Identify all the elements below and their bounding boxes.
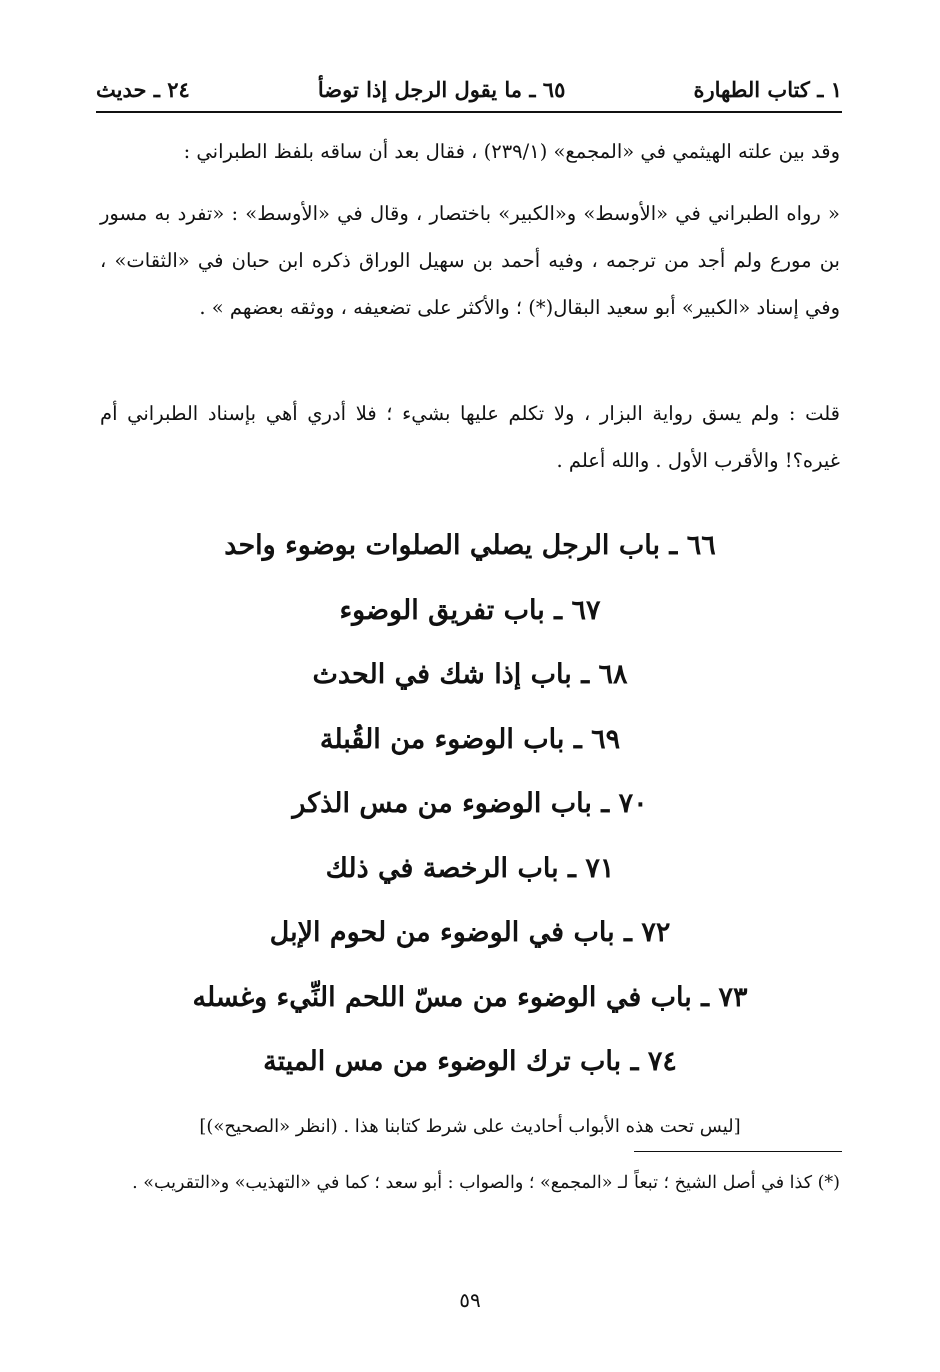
header-chapter-title: ٦٥ ـ ما يقول الرجل إذا توضأ [317,76,566,102]
header-book-title: ١ ـ كتاب الطهارة [693,76,842,102]
footnote-divider [634,1151,842,1152]
chapter-heading: ٧٣ ـ باب في الوضوء من مسّ اللحم النِّيء وغسله [192,981,748,1013]
chapter-heading: ٦٧ ـ باب تفريق الوضوء [339,594,601,626]
body-paragraph-2: « رواه الطبراني في «الأوسط» و«الكبير» باختصار ، وقال في «الأوسط» : «تفرد به مسور بن مورع ولم أجد من ترجمه ، وفيه أحمد بن سهيل الوراق ذكره ابن حبان في «الثقات» ، وفي إسناد «الكبير» أبو سعيد البقال(*) ؛ والأكثر على تضعيفه ، ووثقه بعضهم » . [100,202,840,319]
chapter-heading: ٧٤ ـ باب ترك الوضوء من مس الميتة [263,1046,677,1077]
running-header [96,72,842,106]
chapter-heading: ٧١ ـ باب الرخصة في ذلك [325,852,615,884]
chapter-heading: ٧٢ ـ باب في الوضوء من لحوم الإبل [269,917,671,948]
chapter-heading: ٦٨ ـ باب إذا شك في الحدث [312,659,628,690]
header-hadith-number: ٢٤ ـ حديث [96,76,190,102]
editorial-note: [ليس تحت هذه الأبواب أحاديث على شرط كتابنا هذا . (انظر «الصحيح»)] [199,1116,741,1137]
chapter-heading-list [100,514,840,1095]
chapter-heading: ٦٩ ـ باب الوضوء من القُبلة [319,723,621,755]
footnote: (*) كذا في أصل الشيخ ؛ تبعاً لـ «المجمع» ؛ والصواب : أبو سعد ؛ كما في «التهذيب» و«التقريب» . [132,1173,840,1193]
chapter-heading: ٧٠ ـ باب الوضوء من مس الذكر [292,788,648,819]
header-divider [96,111,842,113]
body-paragraph-1: وقد بين علته الهيثمي في «المجمع» (٢٣٩/١) ، فقال بعد أن ساقه بلفظ الطبراني : [183,140,840,163]
body-paragraph-3: قلت : ولم يسق رواية البزار ، ولا تكلم عليها بشيء ؛ فلا أدري أهي بإسناد الطبراني أم غيره؟! والأقرب الأول . والله أعلم . [100,402,840,472]
chapter-heading: ٦٦ ـ باب الرجل يصلي الصلوات بوضوء واحد [224,530,716,561]
page-number: ٥٩ [459,1288,481,1312]
